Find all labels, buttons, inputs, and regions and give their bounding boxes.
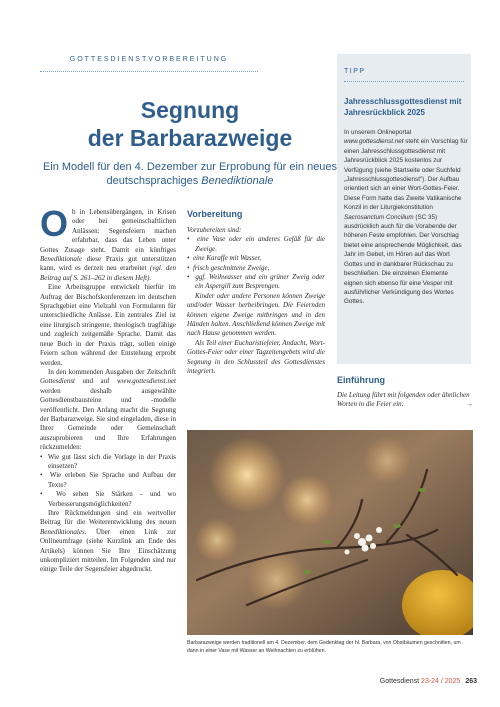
preparation-item-1: eine Vase oder ein anderes Gefäß für die Zweige. <box>195 235 325 253</box>
intro-p1b: Benediktionale <box>40 255 82 264</box>
intro-p3a: In den kommenden Ausgaben der Zeitschrift <box>48 367 176 376</box>
title-line-2: der Barbarazweige <box>87 125 293 151</box>
intro-column <box>40 203 177 575</box>
question-3: Wo sehen Sie Stärken – und wo Verbesserungsmöglichkeiten? <box>48 490 176 508</box>
intro-paragraph-1 <box>40 203 176 283</box>
preparation-paragraph-1: Kinder oder andere Personen können Zweige und/oder Wasser herbeibringen. Die Feiernden können eigene Zweige mitbringen und in den Händen halten. Anschließend können Zweige mit nach Hause genommen werden. <box>187 291 325 338</box>
intro-p3b: Gottesdienst <box>40 377 75 386</box>
preparation-column <box>187 208 325 377</box>
tip-link[interactable]: www.gottesdienst.net <box>344 138 404 146</box>
intro-paragraph-4 <box>40 509 176 575</box>
tip-box <box>337 54 471 364</box>
page-number: 263 <box>465 678 477 685</box>
question-1: Wie gut lässt sich die Vorlage in der Praxis einsetzen? <box>47 452 176 470</box>
intro-p1a: b in Lebensübergängen, in Krisen oder bei gemeinschaftlichen Anlässen: Segensfeiern machen erfahrbar, dass das Leben unter Gottes Zusage steht. Damit ein künftiges <box>40 208 176 254</box>
preparation-paragraph-2: Als Teil einer Eucharistiefeier, Andacht, Wort-Gottes-Feier oder einer Tagzeitengebets wird die Segnung in den Schlussteil des Gottesdienstes integriert. <box>187 338 325 376</box>
intro-p1c: diese Praxis gut unterstützen kann, wird es derzeit neu erarbeitet <box>40 255 176 273</box>
tip-t4: Sacrosanctum Concilium <box>344 213 414 221</box>
intro-p4b: Benediktionales <box>40 527 85 536</box>
rubric-divider <box>40 71 258 72</box>
introduction-text-body: Die Leitung führt mit folgenden oder ähnlichen Worten in die Feier ein: <box>337 391 470 409</box>
barbara-branches-photo <box>187 430 473 635</box>
question-item: • Wo sehen Sie Stärken – und wo Verbesserungsmöglichkeiten? <box>40 490 176 508</box>
photo-caption: Barbarazweige werden traditionell am 4. Dezember, dem Gedenktag der hl. Barbara, von Obstbäumen geschnitten, um dann in einer Vase mit Wasser an Weihnachten zu erblühen. <box>187 640 461 654</box>
intro-p3d: www.gottesdienst.net <box>117 377 176 386</box>
intro-p3c: und auf <box>75 377 118 386</box>
tip-body <box>344 128 468 307</box>
preparation-item-3: frisch geschnittene Zweige, <box>192 263 270 272</box>
tip-label: TIPP <box>344 68 366 75</box>
tip-divider <box>344 81 464 82</box>
intro-p3e: werden deshalb ausgewählte Gottesdienstbausteine und -modelle veröffentlicht. Den Anfang macht die Segnung der Barbarazweige. Sie sind eingeladen, diese in Ihrer Gemeinde oder Gemeinschaft auszuprobieren und Ihre Erfahrungen rückzumelden: <box>40 386 176 452</box>
tip-t1: In unserem Onlineportal <box>344 129 412 136</box>
preparation-lead: Vorzubereiten sind: <box>187 226 242 234</box>
preparation-item-2: eine Karaffe mit Wasser, <box>192 254 262 263</box>
preparation-item: • frisch geschnittene Zweige, <box>187 263 270 272</box>
subtitle-italic: Benediktionale <box>201 175 274 187</box>
continue-arrow-icon: → <box>466 400 473 409</box>
preparation-item: • eine Vase oder ein anderes Gefäß für die Zweige. <box>187 235 325 253</box>
magazine-name: Gottesdienst <box>379 678 420 685</box>
question-item: • Wie gut lässt sich die Vorlage in der Praxis einsetzen? <box>40 452 176 470</box>
intro-p4a: Ihre Rückmeldungen sind ein wertvoller Beitrag für die Weiterentwicklung des neuen <box>40 509 176 527</box>
tip-t5: (SC 35) ausdrücklich auch für die Vorabende der höheren Feste empfohlen. Der Vorschlag bietet eine ansprechende Möglichkeit, das Jahr im Gebet, im Hören auf das Wort Gottes und in dankbarer Rückschau zu beschließen. Die einzelnen Elemente eignen sich ebenso für eine Vesper mit ausführlicher Verkündigung des Wortes Gottes. <box>344 213 462 306</box>
intro-p4c: . Über einen Link zur Onlineumfrage (siehe Kurzlink am Ende des Artikels) können Sie Ihre Einschätzung unkompliziert mitteilen. Im Folgenden sind nur einige Teile der Segensfeier abgedruckt. <box>40 527 176 574</box>
preparation-item-4: ggf. Weihwasser und ein grüner Zweig oder ein Aspergill zum Besprengen. <box>195 273 326 291</box>
introduction-heading: Einführung <box>337 375 385 385</box>
preparation-item: • ggf. Weihwasser und ein grüner Zweig oder ein Aspergill zum Besprengen. <box>187 273 326 291</box>
section-rubric: GOTTESDIENSTVORBEREITUNG <box>69 56 229 63</box>
preparation-item: • eine Karaffe mit Wasser, <box>187 254 262 263</box>
intro-paragraph-2: Eine Arbeitsgruppe entwickelt hierfür im Auftrag der Bischofskonferenzen im deutschen Sprachgebiet eine Vielzahl von Formularen für unterschiedliche Anlässe. Ein zentrales Ziel ist eine liturgisch stringente, theologisch tragfähige und zugleich zeitgemäße Sprache. Damit das neue Buch in der Praxis trägt, sollen einige Feiern schon während der Entstehung erprobt werden. <box>40 283 176 367</box>
tip-heading: Jahresschlussgottesdienst mit Jahresrückblick 2025 <box>344 97 462 117</box>
question-item: • Wie erleben Sie Sprache und Aufbau der Texte? <box>40 471 177 489</box>
introduction-text <box>337 391 473 410</box>
tip-t3: steht ein Vorschlag für einen Jahresschlussgottesdienst mit Jahresrückblick 2025 kostenlos zur Verfügung (siehe Startseite oder Suchfeld „Jahresschlussgottesdienst"). Der Aufbau orientiert sich an einer Wort-Gottes-Feier. Diese Form hatte das Zweite Vatikanische Konzil in der Liturgiekonstitution <box>344 138 468 212</box>
title-line-1: Segnung <box>140 97 240 123</box>
article-subtitle <box>40 160 340 188</box>
subtitle-text: Ein Modell für den 4. Dezember zur Erprobung für ein neues deutschsprachiges <box>42 161 338 187</box>
preparation-heading: Vorbereitung <box>187 209 243 219</box>
photo-illustration <box>187 430 473 635</box>
drop-cap: O <box>40 203 69 244</box>
introduction-section <box>337 374 473 410</box>
article-title <box>40 96 340 152</box>
question-2: Wie erleben Sie Sprache und Aufbau der Texte? <box>48 471 177 489</box>
page-footer <box>380 678 477 685</box>
issue-number: 23-24 / 2025 <box>421 678 461 685</box>
intro-paragraph-3 <box>40 368 176 453</box>
intro-p1d: (vgl. den Beitrag auf S. 261–262 in diesem Heft). <box>40 264 176 282</box>
